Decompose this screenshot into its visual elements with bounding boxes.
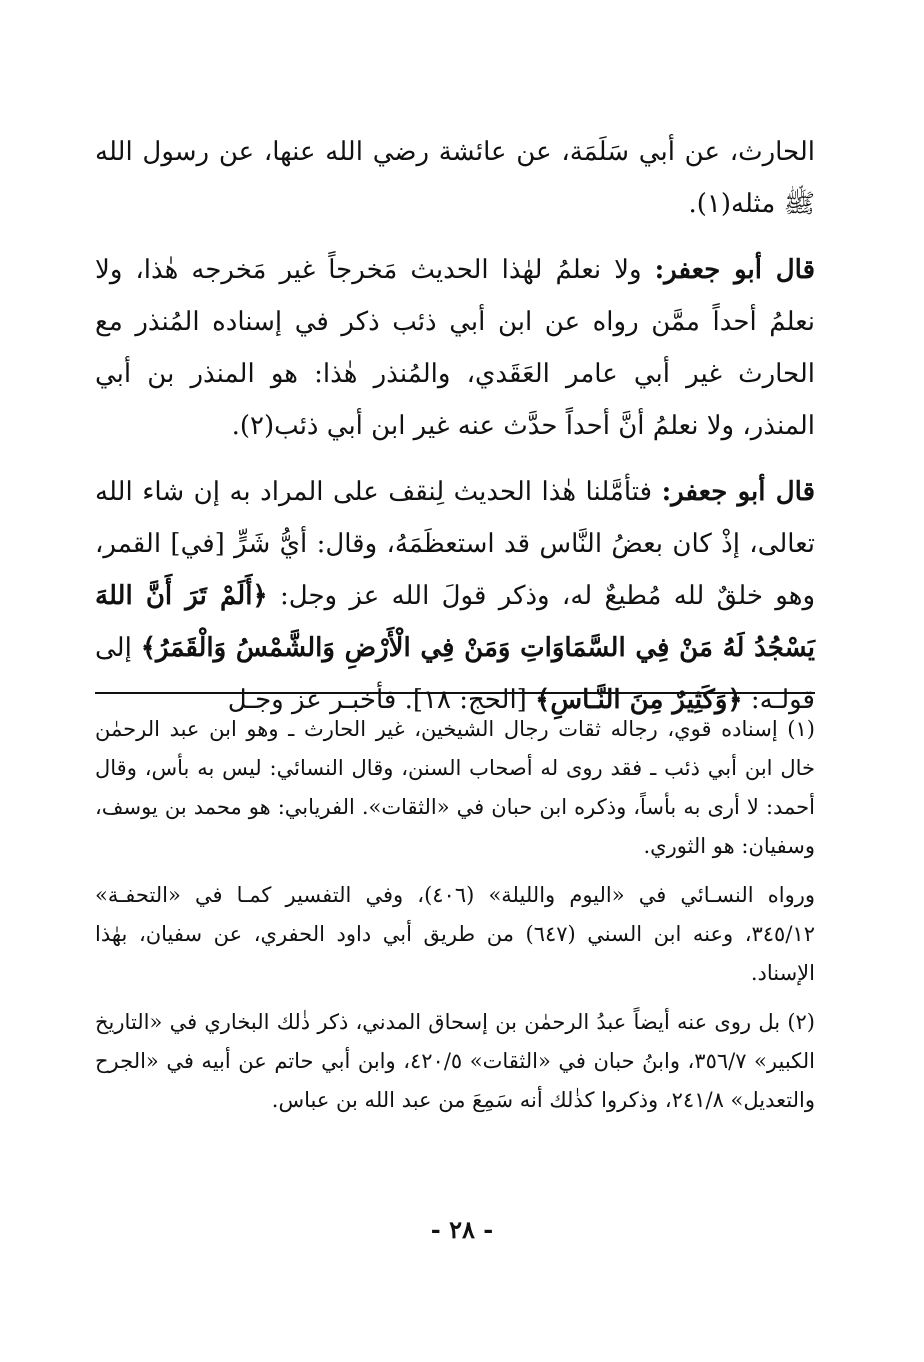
footnote-1: (١) إسناده قوي، رجاله ثقات رجال الشيخين، غير الحارث ـ وهو ابن عبد الرحمٰن خال ابن أبي ذئب ـ فقد روى له أصحاب السنن، وقال النسائي: ليس به بأس، وقال أحمد: لا أرى به بأساً، وذكره ابن حبان في «الثقات». الفريابي: هو محمد بن يوسف، وسفيان: هو الثوري. (95, 717, 815, 858)
quran-quote-1: ﴿أَلَمْ تَرَ أَنَّ اللهَ يَسْجُدُ لَهُ مَنْ فِي السَّمَاوَاتِ وَمَنْ فِي الْأَرْضِ وَالشَّمْسُ وَالْقَمَرُ﴾ (95, 581, 815, 663)
paragraph-2 (95, 244, 815, 452)
paragraph-2-speaker: قال أبو جعفر: (654, 255, 816, 285)
paragraph-3 (95, 466, 815, 726)
paragraph-2-text: ولا نعلمُ لهٰذا الحديث مَخرجاً غير مَخرجه هٰذا، ولا نعلمُ أحداً ممَّن رواه عن ابن أبي ذئب ذكر في إسناده المُنذر مع الحارث غير أبي عامر العَقَدي، والمُنذر هٰذا: هو المنذر بن أبي المنذر، ولا نعلمُ أنَّ أحداً حدَّث عنه غير ابن أبي ذئب(٢). (95, 255, 815, 441)
paragraph-1-text: الحارث، عن أبي سَلَمَة، عن عائشة رضي الله عنها، عن رسول الله ﷺ مثله(١). (95, 137, 815, 219)
paragraph-1 (95, 126, 815, 230)
page-number: - ٢٨ - (430, 1215, 494, 1244)
footnotes (95, 710, 815, 1130)
paragraph-3-speaker: قال أبو جعفر: (661, 477, 815, 507)
main-text (95, 126, 815, 740)
paragraph-3-text-b: إلى قولـه: (95, 633, 815, 715)
footnote-2: (٢) بل روى عنه أيضاً عبدُ الرحمٰن بن إسحاق المدني، ذكر ذٰلك البخاري في «التاريخ الكبير» ٣٥٦/٧، وابنُ حبان في «الثقات» ٤٢٠/٥، وابن أبي حاتم عن أبيه في «الجرح والتعديل» ٢٤١/٨، وذكروا كذٰلك أنه سَمِعَ من عبد الله بن عباس. (95, 1010, 815, 1112)
paragraph-3-text-a: فتأمَّلنا هٰذا الحديث لِنقف على المراد به إن شاء الله تعالى، إذْ كان بعضُ النَّاس قد استعظَمَهُ، وقال: أيُّ شَرٍّ [في] القمر، وهو خلقٌ لله مُطيعٌ له، وذكر قولَ الله عز وجل: (95, 477, 815, 611)
footnote-separator (95, 692, 815, 694)
footnote-1-continued: ورواه النسـائي في «اليوم والليلة» (٤٠٦)، وفي التفسير كمـا في «التحفـة» ٣٤٥/١٢، وعنه ابن السني (٦٤٧) من طريق أبي داود الحفري، عن سفيان، بهٰذا الإسناد. (95, 883, 815, 985)
quran-quote-2: ﴿وَكَثِيرٌ مِنَ النَّـاسِ﴾ (535, 685, 743, 715)
paragraph-3-text-c: [الحج: ١٨]. فأخبـر عز وجـل (227, 685, 536, 715)
